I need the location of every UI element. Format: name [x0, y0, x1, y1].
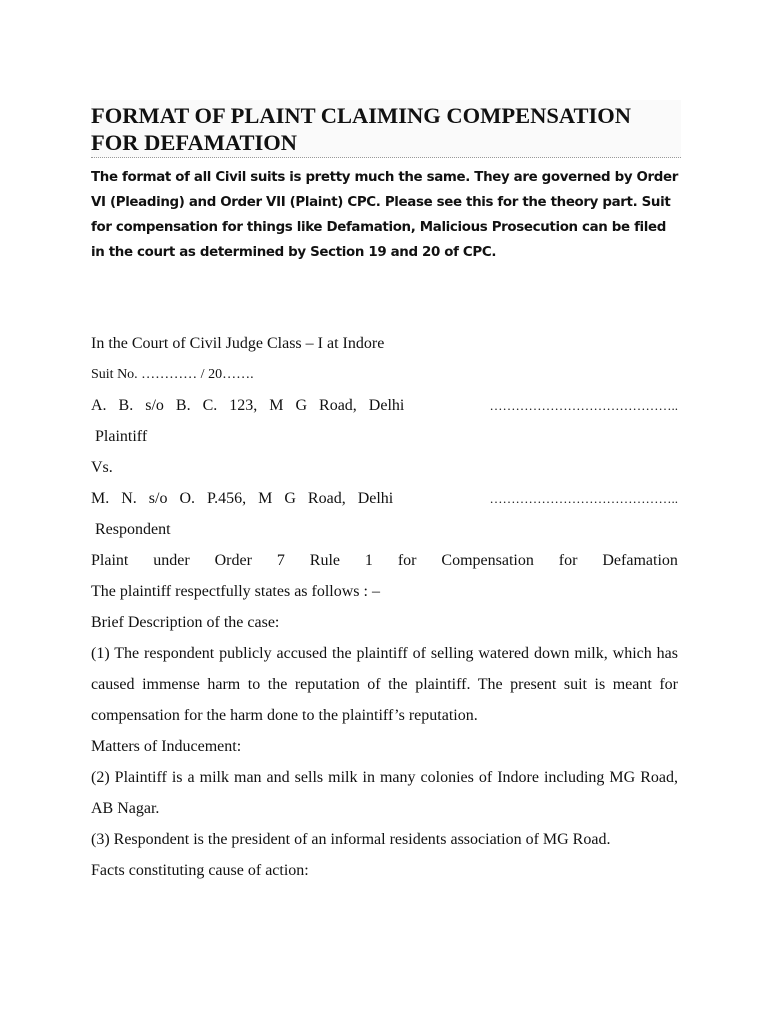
plaintiff-name: A. B. s/o B. C. 123, M G Road, Delhi: [91, 397, 405, 414]
plaint-heading-word: Rule: [309, 552, 340, 569]
plaint-heading-word: under: [153, 552, 190, 569]
plaint-heading-word: Order: [214, 552, 252, 569]
page-title: FORMAT OF PLAINT CLAIMING COMPENSATION FOR DEFAMATION: [91, 103, 632, 155]
document-page: [91, 100, 678, 886]
court-line: In the Court of Civil Judge Class – I at Indore: [91, 335, 385, 352]
intro-paragraph: The format of all Civil suits is pretty much the same. They are governed by Order VI (Pleading) and Order VII (Plaint) CPC. Please see this for the theory part. Suit for compensation for things like Defamation, Malicious Prosecution can be filed in the court as determined by Section 19 and 20 of CPC.: [91, 170, 679, 260]
plaint-heading-word: Defamation: [602, 552, 678, 569]
plaintiff-role: Plaintiff: [95, 428, 148, 445]
suit-number: Suit No. ………… / 20…….: [91, 367, 254, 382]
respondent-role: Respondent: [95, 521, 171, 538]
facts-heading: Facts constituting cause of action:: [91, 862, 309, 879]
respondent-dots: ……………………………………..: [489, 491, 678, 506]
plaint-heading: [91, 545, 678, 576]
states-line: The plaintiff respectfully states as follows : –: [91, 583, 380, 600]
paragraph-2: (2) Plaintiff is a milk man and sells milk in many colonies of Indore including MG Road, AB Nagar.: [91, 769, 678, 817]
plaint-heading-word: Compensation: [441, 552, 534, 569]
respondent-line: [91, 483, 678, 514]
plaint-heading-word: Plaint: [91, 552, 129, 569]
respondent-name: M. N. s/o O. P.456, M G Road, Delhi: [91, 490, 394, 507]
plaint-body: [91, 328, 678, 886]
plaint-heading-word: 7: [276, 552, 285, 569]
inducement-heading: Matters of Inducement:: [91, 738, 242, 755]
plaint-heading-word: for: [397, 552, 417, 569]
plaint-heading-word: for: [558, 552, 578, 569]
plaintiff-dots: ……………………………………..: [489, 398, 678, 413]
brief-heading: Brief Description of the case:: [91, 614, 280, 631]
plaint-heading-word: 1: [364, 552, 373, 569]
paragraph-3: (3) Respondent is the president of an informal residents association of MG Road.: [91, 831, 611, 848]
paragraph-1: (1) The respondent publicly accused the plaintiff of selling watered down milk, which has caused immense harm to the reputation of the plaintiff. The present suit is meant for compensation for the harm done to the plaintiff’s reputation.: [91, 645, 678, 724]
plaintiff-line: [91, 390, 678, 421]
versus-label: Vs.: [91, 459, 113, 476]
title-block: [91, 100, 681, 158]
